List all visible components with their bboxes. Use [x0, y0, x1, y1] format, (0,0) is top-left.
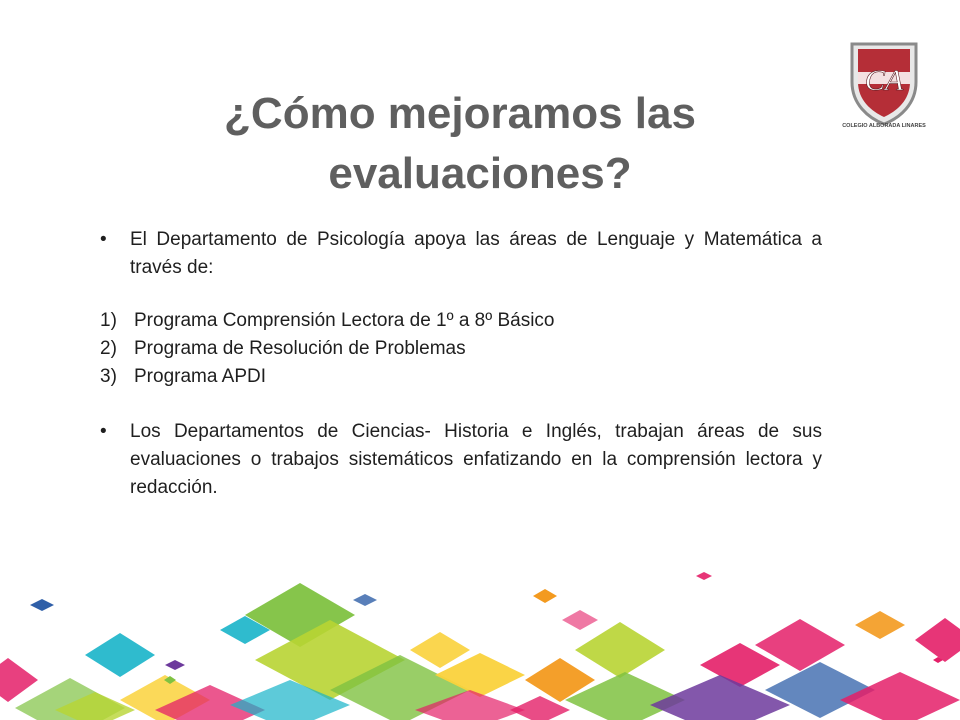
slide-body [100, 226, 822, 502]
decorative-diamond [915, 618, 960, 662]
bullet-marker: • [100, 229, 107, 250]
list-number: 1) [100, 310, 117, 331]
bullet-text: El Departamento de Psicología apoya las áreas de Lenguaje y Matemática a través de: [130, 229, 822, 278]
list-number: 3) [100, 366, 117, 387]
title-line-1: ¿Cómo mejoramos las [224, 89, 696, 138]
decorative-diamond [575, 622, 665, 678]
bullet-marker: • [100, 421, 107, 442]
decorative-diamond [855, 611, 905, 639]
program-list-item [100, 307, 822, 335]
decorative-diamond [353, 594, 377, 606]
decorative-diamond [165, 660, 185, 670]
bullet-item [100, 226, 822, 282]
decorative-diamond [840, 672, 960, 720]
decorative-diamond [85, 633, 155, 677]
decorative-diamond-pattern [0, 560, 960, 720]
school-crest-icon [842, 38, 926, 128]
bullet-item [100, 418, 822, 502]
decorative-diamond [765, 662, 875, 718]
title-line-2: evaluaciones? [328, 149, 632, 198]
bullet-text: Los Departamentos de Ciencias- Historia e Inglés, trabajan áreas de sus evaluaciones o trabajos sistemáticos enfatizando en la comprensión lectora y redacción. [130, 421, 822, 498]
list-number: 2) [100, 338, 117, 359]
decorative-diamond [533, 589, 557, 603]
program-list-item [100, 363, 822, 391]
list-text: Programa Comprensión Lectora de 1º a 8º Básico [134, 310, 555, 331]
list-text: Programa de Resolución de Problemas [134, 338, 466, 359]
slide-title [160, 84, 800, 204]
decorative-diamond [562, 610, 598, 630]
list-text: Programa APDI [134, 366, 266, 387]
decorative-diamond [696, 572, 712, 580]
decorative-diamond [30, 599, 54, 611]
svg-text:CA: CA [864, 64, 904, 97]
program-list-item [100, 335, 822, 363]
decorative-diamond [650, 675, 790, 720]
decorative-diamond [0, 658, 38, 702]
crest-ring-text: COLEGIO ALBORADA LINARES [842, 123, 926, 128]
